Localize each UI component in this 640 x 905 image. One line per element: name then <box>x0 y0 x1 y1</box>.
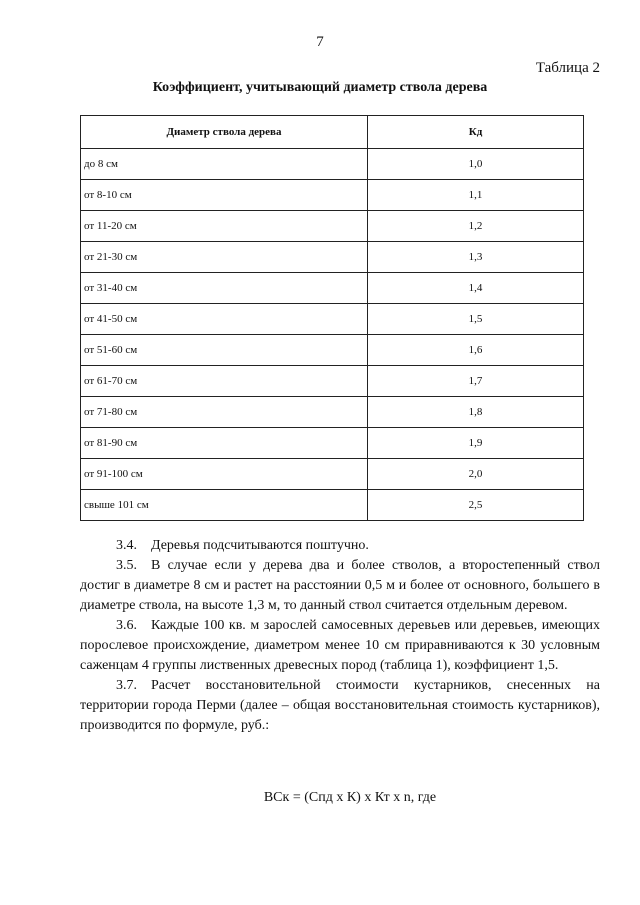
diameter-cell: от 41-50 см <box>81 304 368 335</box>
kd-cell: 1,6 <box>368 335 584 366</box>
kd-cell: 2,0 <box>368 459 584 490</box>
table-row <box>81 366 584 397</box>
kd-cell: 1,3 <box>368 242 584 273</box>
table-row <box>81 397 584 428</box>
diameter-cell: от 51-60 см <box>81 335 368 366</box>
table-row <box>81 242 584 273</box>
kd-cell: 1,0 <box>368 149 584 180</box>
formula: ВСк = (Спд х К) х Кт х n, где <box>263 790 437 805</box>
table-row <box>81 149 584 180</box>
header-kd: Кд <box>368 116 584 149</box>
kd-cell: 1,4 <box>368 273 584 304</box>
table-row <box>81 490 584 521</box>
table-row <box>81 273 584 304</box>
table-row <box>81 459 584 490</box>
table-row <box>81 335 584 366</box>
table-label: Таблица 2 <box>535 60 600 76</box>
diameter-cell: от 11-20 см <box>81 211 368 242</box>
table-row <box>81 304 584 335</box>
paragraph-3-5: 3.5. В случае если у дерева два и более стволов, а второстепенный ствол достиг в диаметре 8 см и растет на расстоянии 0,5 м и более от основного, большего в диаметре ствола, на высоте 1,3 м, то данный ствол считается отдельным деревом. <box>80 558 600 613</box>
table-title: Коэффициент, учитывающий диаметр ствола дерева <box>152 80 488 95</box>
header-diameter: Диаметр ствола дерева <box>81 116 368 149</box>
paragraph-3-4: 3.4. Деревья подсчитываются поштучно. <box>116 538 369 553</box>
table-row <box>81 428 584 459</box>
table-row <box>81 211 584 242</box>
body-text <box>80 536 600 736</box>
kd-cell: 1,9 <box>368 428 584 459</box>
page-number: 7 <box>316 34 324 50</box>
kd-cell: 2,5 <box>368 490 584 521</box>
diameter-coefficient-table <box>80 115 584 521</box>
paragraph-3-7: 3.7. Расчет восстановительной стоимости кустарников, снесенных на территории города Перми (далее – общая восстановительная стоимость кустарников), производится по формуле, руб.: <box>80 678 600 733</box>
diameter-cell: от 8-10 см <box>81 180 368 211</box>
kd-cell: 1,1 <box>368 180 584 211</box>
kd-cell: 1,5 <box>368 304 584 335</box>
diameter-cell: от 71-80 см <box>81 397 368 428</box>
kd-cell: 1,8 <box>368 397 584 428</box>
paragraph-3-6: 3.6. Каждые 100 кв. м зарослей самосевных деревьев или деревьев, имеющих порослевое происхождение, диаметром менее 10 см приравниваются к 30 условным саженцам 4 группы лиственных древесных пород (таблица 1), коэффициент 1,5. <box>80 618 600 673</box>
table-body <box>81 149 584 521</box>
table-row <box>81 180 584 211</box>
diameter-cell: от 91-100 см <box>81 459 368 490</box>
diameter-cell: свыше 101 см <box>81 490 368 521</box>
diameter-cell: до 8 см <box>81 149 368 180</box>
kd-cell: 1,2 <box>368 211 584 242</box>
table-header-row <box>81 116 584 149</box>
diameter-cell: от 21-30 см <box>81 242 368 273</box>
diameter-cell: от 81-90 см <box>81 428 368 459</box>
diameter-cell: от 61-70 см <box>81 366 368 397</box>
diameter-cell: от 31-40 см <box>81 273 368 304</box>
kd-cell: 1,7 <box>368 366 584 397</box>
